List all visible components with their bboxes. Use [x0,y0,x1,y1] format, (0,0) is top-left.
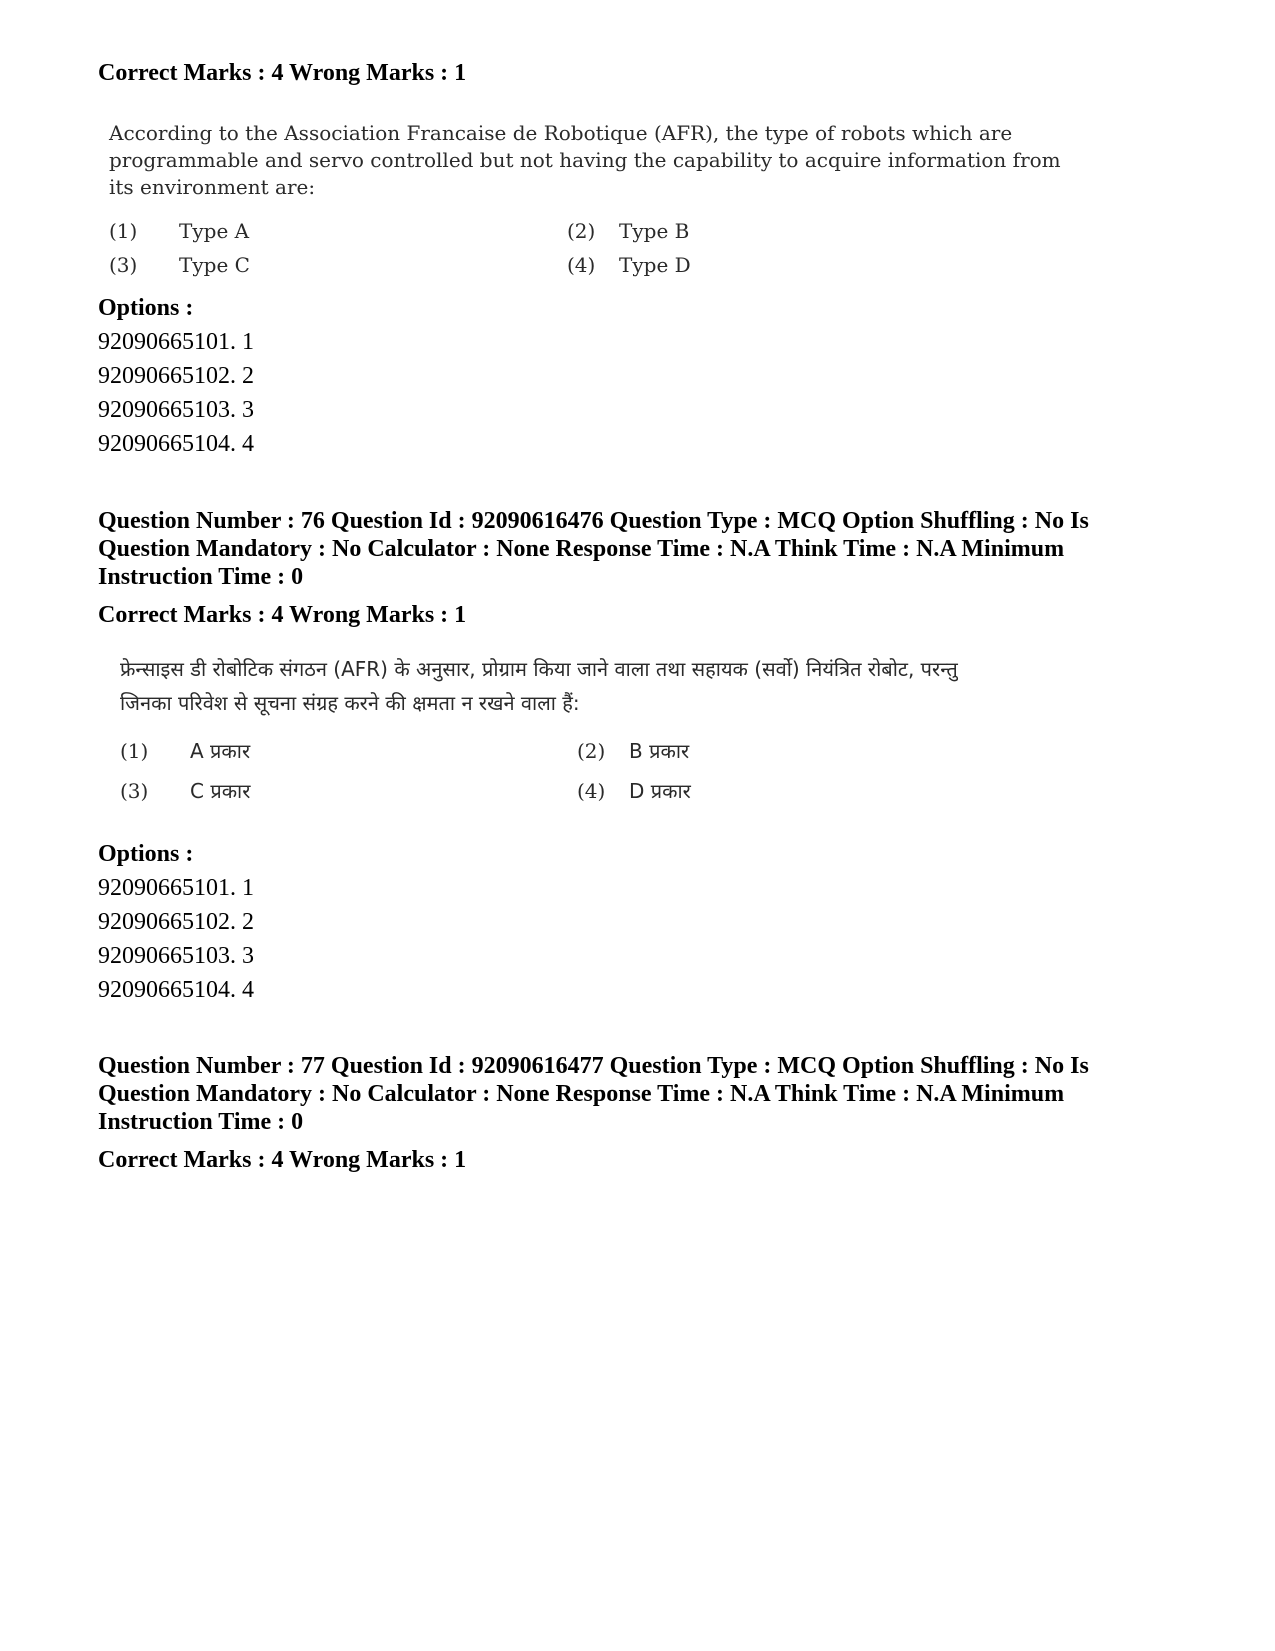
options-title: Options : [98,295,194,321]
question-text-hindi: फ्रेन्साइस डी रोबोटिक संगठन (AFR) के अनुसार, प्रोग्राम किया जाने वाला तथा सहायक (सर्वो) नियंत्रित रोबोट, परन्तु जिनका परिवेश से सूचना संग्रह करने की क्षमता न रखने वाला हैं: [120,657,958,715]
option-id-line: 92090665102. 2 [98,909,254,935]
option-id-line: 92090665103. 3 [98,943,254,969]
option-id-line: 92090665101. 1 [98,329,254,355]
question-text-english: According to the Association Francaise de Robotique (AFR), the type of robots which are programmable and servo controlled but not having the capability to acquire information from its environment are: [109,121,1061,199]
marks-line: Correct Marks : 4 Wrong Marks : 1 [98,602,467,628]
choice-2: (2) B प्रकार [577,739,690,763]
option-id-line: 92090665102. 2 [98,363,254,389]
option-id-line: 92090665104. 4 [98,977,254,1003]
choice-2: (2) Type B [567,219,690,243]
option-id-line: 92090665101. 1 [98,875,254,901]
marks-line: Correct Marks : 4 Wrong Marks : 1 [98,60,467,86]
choice-3: (3) C प्रकार [120,779,251,803]
option-id-line: 92090665104. 4 [98,431,254,457]
question-header: Question Number : 76 Question Id : 92090616476 Question Type : MCQ Option Shuffling : No Is Question Mandatory : No Calculator : None Response Time : N.A Think Time : N.A Minimum Instruction Time : 0 [98,508,1089,590]
choice-1: (1) Type A [109,219,250,243]
choice-4: (4) D प्रकार [577,779,691,803]
choice-4: (4) Type D [567,253,691,277]
choice-1: (1) A प्रकार [120,739,251,763]
question-header: Question Number : 77 Question Id : 92090616477 Question Type : MCQ Option Shuffling : No Is Question Mandatory : No Calculator : None Response Time : N.A Think Time : N.A Minimum Instruction Time : 0 [98,1053,1089,1135]
option-id-line: 92090665103. 3 [98,397,254,423]
choice-3: (3) Type C [109,253,250,277]
marks-line: Correct Marks : 4 Wrong Marks : 1 [98,1147,467,1173]
options-title: Options : [98,841,194,867]
